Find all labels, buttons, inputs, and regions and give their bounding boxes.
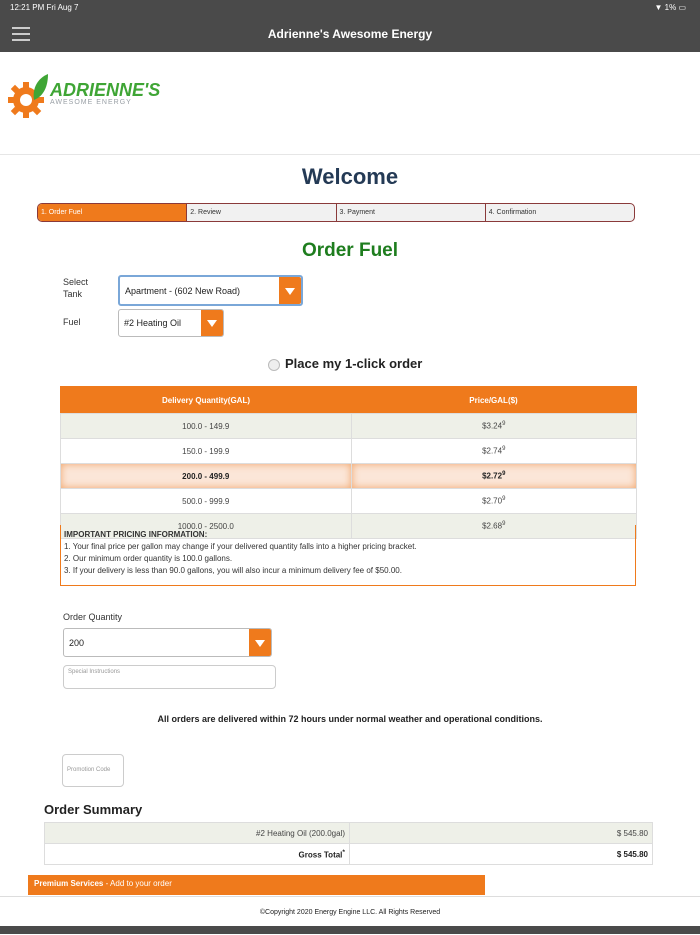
special-instructions-input[interactable]: Special Instructions bbox=[63, 665, 276, 689]
step-review: 2. Review bbox=[187, 204, 336, 221]
status-time: 12:21 PM Fri Aug 7 bbox=[10, 3, 79, 12]
one-click-order[interactable]: Place my 1-click order bbox=[268, 356, 422, 371]
battery-icon: ▭ bbox=[678, 3, 686, 12]
table-row: 1000.0 - 2500.0 $2.68$^9$ bbox=[61, 514, 637, 539]
promotion-code-input[interactable]: Promotion Code bbox=[62, 754, 124, 787]
chevron-down-icon bbox=[249, 629, 271, 656]
logo-name: ADRIENNE'S bbox=[50, 80, 161, 100]
wifi-icon: ▼ bbox=[654, 3, 663, 12]
order-summary-table bbox=[44, 822, 653, 865]
status-battery: ▼ 1% ▭ bbox=[654, 3, 686, 12]
section-title: Order Fuel bbox=[301, 240, 399, 261]
copyright: ©Copyright 2020 Energy Engine LLC. All Rights Reserved bbox=[259, 909, 441, 916]
column-header: Delivery Quantity(GAL) bbox=[61, 387, 352, 414]
divider bbox=[0, 154, 700, 155]
chevron-down-icon bbox=[279, 277, 301, 304]
order-summary-title: Order Summary bbox=[44, 802, 143, 817]
premium-services-bar[interactable]: Premium Services - Add to your order bbox=[28, 875, 485, 895]
fuel-select[interactable]: #2 Heating Oil bbox=[118, 309, 224, 337]
one-click-checkbox[interactable] bbox=[268, 359, 280, 371]
gear-leaf-logo-icon bbox=[6, 70, 50, 122]
step-order-fuel: 1. Order Fuel bbox=[38, 204, 187, 221]
step-payment: 3. Payment bbox=[337, 204, 486, 221]
progress-steps bbox=[37, 203, 635, 222]
page-title: Welcome bbox=[301, 164, 399, 189]
tank-select[interactable]: Apartment - (602 New Road) bbox=[118, 275, 303, 306]
pricing-info: IMPORTANT PRICING INFORMATION: 1. Your final price per gallon may change if your delivered quantity falls into a higher pricing bracket. 2. Our minimum order quantity is 100.0 gallons. 3. If your delivery is less than 90.0 gallons, you will also incur a minimum delivery fee of $50.00. bbox=[60, 525, 636, 586]
nav-bar bbox=[0, 16, 700, 52]
pricing-table bbox=[60, 386, 637, 539]
company-logo bbox=[6, 70, 161, 122]
table-row: 100.0 - 149.9 $3.24$^9$ bbox=[61, 414, 637, 439]
quantity-label: Order Quantity bbox=[63, 612, 123, 622]
table-row: 150.0 - 199.9 $2.74$^9$ bbox=[61, 439, 637, 464]
tank-label: Select Tank bbox=[63, 277, 89, 299]
logo-tagline: AWESOME ENERGY bbox=[50, 99, 132, 106]
bottom-bar bbox=[0, 926, 700, 934]
app-title: Adrienne's Awesome Energy bbox=[267, 27, 433, 41]
step-confirmation: 4. Confirmation bbox=[488, 209, 537, 216]
quantity-select[interactable]: 200 bbox=[63, 628, 272, 657]
status-bar bbox=[0, 0, 700, 16]
table-row-total: Gross Total* $ 545.80 bbox=[45, 844, 653, 865]
chevron-down-icon bbox=[201, 310, 223, 336]
main-content[interactable] bbox=[0, 52, 700, 896]
table-row-selected: 200.0 - 499.9 $2.72$^9$ bbox=[61, 464, 637, 489]
column-header: Price/GAL($) bbox=[351, 387, 637, 414]
delivery-note: All orders are delivered within 72 hours under normal weather and operational conditions. bbox=[157, 714, 543, 724]
table-row: #2 Heating Oil (200.0gal) $ 545.80 bbox=[45, 823, 653, 844]
fuel-label: Fuel bbox=[63, 317, 81, 327]
table-row: 500.0 - 999.9 $2.70$^9$ bbox=[61, 489, 637, 514]
